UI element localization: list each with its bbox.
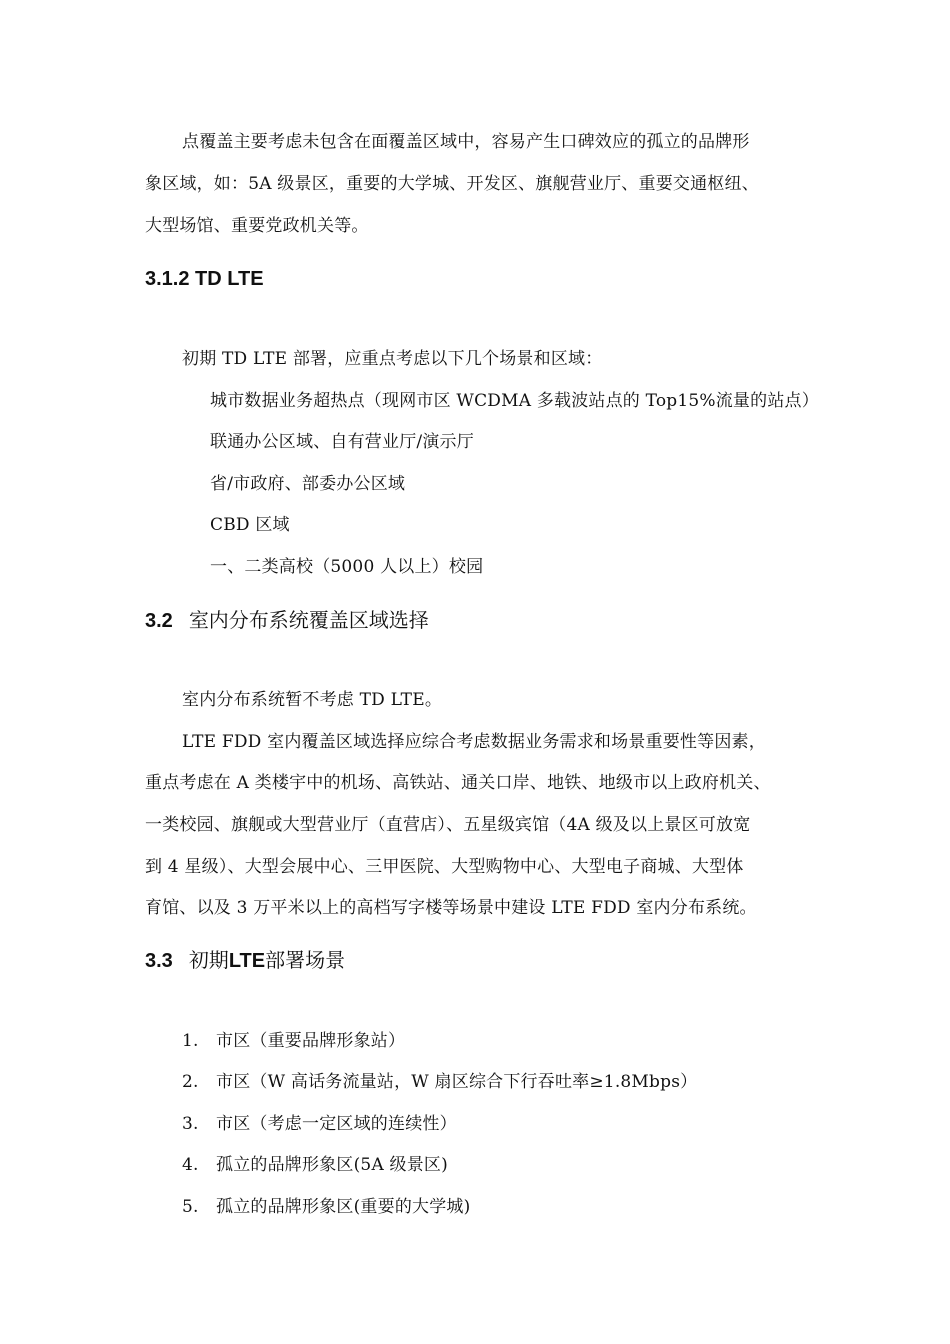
heading-title: 室内分布系统覆盖区域选择 xyxy=(188,608,429,632)
para1-line1: 点覆盖主要考虑未包含在面覆盖区域中，容易产生口碑效应的孤立的品牌形 xyxy=(182,132,750,152)
heading-title-post: 部署场景 xyxy=(265,948,346,972)
list-item xyxy=(182,1195,470,1219)
indoor-p2-line2: 重点考虑在 A 类楼宇中的机场、高铁站、通关口岸、地铁、地级市以上政府机关、 xyxy=(145,773,771,793)
indoor-p2-line4: 到 4 星级）、大型会展中心、三甲医院、大型购物中心、大型电子商城、大型体 xyxy=(145,857,744,877)
list-item xyxy=(182,1112,457,1136)
list-item-text: 市区（W 高话务流量站，W 扇区综合下行吞吐率≥1.8Mbps） xyxy=(216,1072,698,1092)
list-item-number: 3. xyxy=(182,1114,199,1134)
indoor-p2-line3: 一类校园、旗舰或大型营业厅（直营店）、五星级宾馆（4A 级及以上景区可放宽 xyxy=(145,815,751,835)
para1-line2: 象区域，如：5A 级景区，重要的大学城、开发区、旗舰营业厅、重要交通枢纽、 xyxy=(145,174,759,194)
heading-3-2 xyxy=(145,606,429,635)
list-item-text: 市区（考虑一定区域的连续性） xyxy=(216,1114,457,1134)
list-item xyxy=(182,1029,405,1053)
list-item xyxy=(182,1070,697,1094)
tdlte-item: CBD 区域 xyxy=(210,515,290,535)
heading-title-pre: 初期 xyxy=(188,948,229,972)
heading-3-1-2: 3.1.2 TD LTE xyxy=(145,268,264,290)
list-item-text: 市区（重要品牌形象站） xyxy=(216,1031,406,1051)
heading-number: 3.2 xyxy=(145,610,173,632)
list-item-number: 5. xyxy=(182,1197,199,1217)
list-item-number: 2. xyxy=(182,1072,199,1092)
indoor-p2-line1: LTE FDD 室内覆盖区域选择应综合考虑数据业务需求和场景重要性等因素， xyxy=(182,732,766,752)
list-item-text: 孤立的品牌形象区(重要的大学城) xyxy=(216,1197,471,1217)
heading-number: 3.3 xyxy=(145,950,173,972)
tdlte-item: 联通办公区域、自有营业厅/演示厅 xyxy=(210,432,474,452)
list-item-number: 4. xyxy=(182,1155,199,1175)
indoor-p2-line5: 育馆、以及 3 万平米以上的高档写字楼等场景中建设 LTE FDD 室内分布系统。 xyxy=(145,898,757,918)
heading-title-lte: LTE xyxy=(228,950,266,972)
list-item-text: 孤立的品牌形象区(5A 级景区) xyxy=(216,1155,448,1175)
list-item xyxy=(182,1153,448,1177)
tdlte-item: 一、二类高校（5000 人以上）校园 xyxy=(210,557,484,577)
heading-3-3 xyxy=(145,946,345,975)
tdlte-item: 省/市政府、部委办公区域 xyxy=(210,474,406,494)
tdlte-intro: 初期 TD LTE 部署，应重点考虑以下几个场景和区域： xyxy=(182,349,603,369)
para1-line3: 大型场馆、重要党政机关等。 xyxy=(145,216,369,236)
indoor-p1: 室内分布系统暂不考虑 TD LTE。 xyxy=(182,690,443,710)
list-item-number: 1. xyxy=(182,1031,199,1051)
tdlte-item: 城市数据业务超热点（现网市区 WCDMA 多载波站点的 Top15%流量的站点） xyxy=(210,391,819,411)
